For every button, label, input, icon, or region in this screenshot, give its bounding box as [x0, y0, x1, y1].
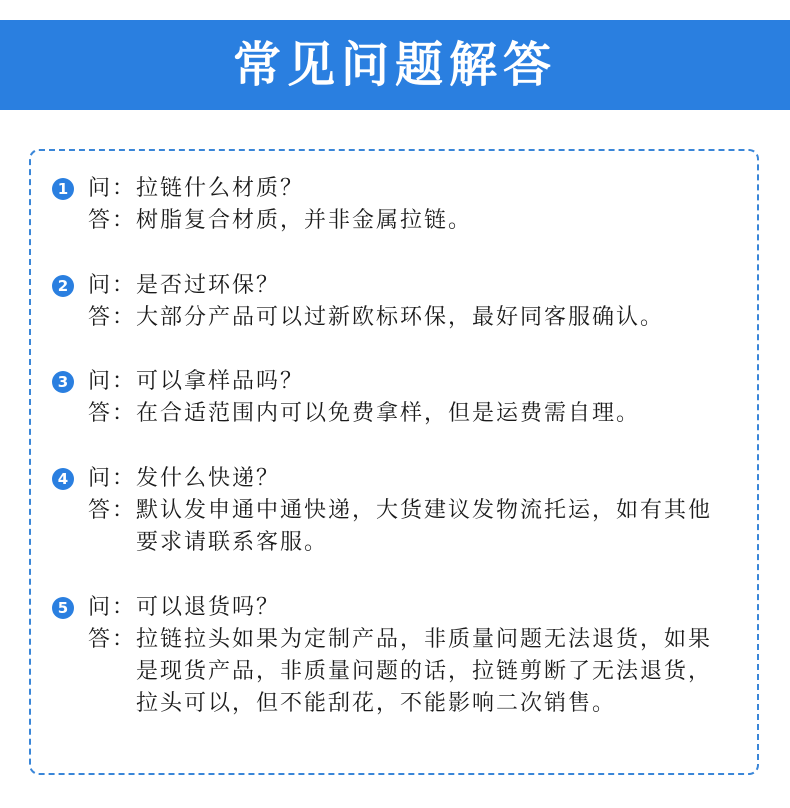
answer-line: [52, 205, 752, 237]
faq-item-3: [52, 366, 752, 430]
question-label: 问：: [88, 273, 137, 298]
answer-label: 答：: [88, 401, 137, 426]
faq-item-4: [52, 463, 752, 559]
page-title: 常见问题解答: [232, 37, 557, 93]
number-badge-icon: 2: [52, 275, 74, 297]
number-badge-icon: 3: [52, 371, 74, 393]
answer-text: 默认发申通中通快递，大货建议发物流托运，如有其他要求请联系客服。: [136, 498, 713, 555]
faq-item-2: [52, 270, 752, 334]
answer-line: [52, 495, 752, 559]
question-text: 发什么快递？: [136, 466, 281, 491]
question-line: [52, 366, 752, 398]
answer-label: 答：: [88, 208, 137, 233]
question-label: 问：: [88, 595, 137, 620]
answer-text: 在合适范围内可以免费拿样，但是运费需自理。: [136, 401, 641, 426]
question-text: 可以拿样品吗？: [136, 369, 305, 394]
answer-line: [52, 302, 752, 334]
answer-text: 拉链拉头如果为定制产品，非质量问题无法退货，如果是现货产品，非质量问题的话，拉链剪断了无法退货，拉头可以，但不能刮花，不能影响二次销售。: [136, 627, 713, 716]
number-badge-icon: 5: [52, 597, 74, 619]
answer-line: [52, 398, 752, 430]
answer-text: 树脂复合材质，并非金属拉链。: [136, 208, 473, 233]
answer-label: 答：: [88, 498, 137, 523]
question-line: [52, 173, 752, 205]
question-label: 问：: [88, 176, 137, 201]
question-label: 问：: [88, 369, 137, 394]
number-badge-icon: 1: [52, 178, 74, 200]
answer-label: 答：: [88, 305, 137, 330]
question-line: [52, 592, 752, 624]
question-label: 问：: [88, 466, 137, 491]
title-banner: [0, 20, 790, 110]
faq-item-1: [52, 173, 752, 237]
answer-line: [52, 624, 752, 720]
answer-text: 大部分产品可以过新欧标环保，最好同客服确认。: [136, 305, 665, 330]
question-text: 可以退货吗？: [136, 595, 281, 620]
question-line: [52, 463, 752, 495]
question-line: [52, 270, 752, 302]
faq-item-5: [52, 592, 752, 720]
question-text: 拉链什么材质？: [136, 176, 305, 201]
question-text: 是否过环保？: [136, 273, 281, 298]
number-badge-icon: 4: [52, 468, 74, 490]
answer-label: 答：: [88, 627, 137, 652]
